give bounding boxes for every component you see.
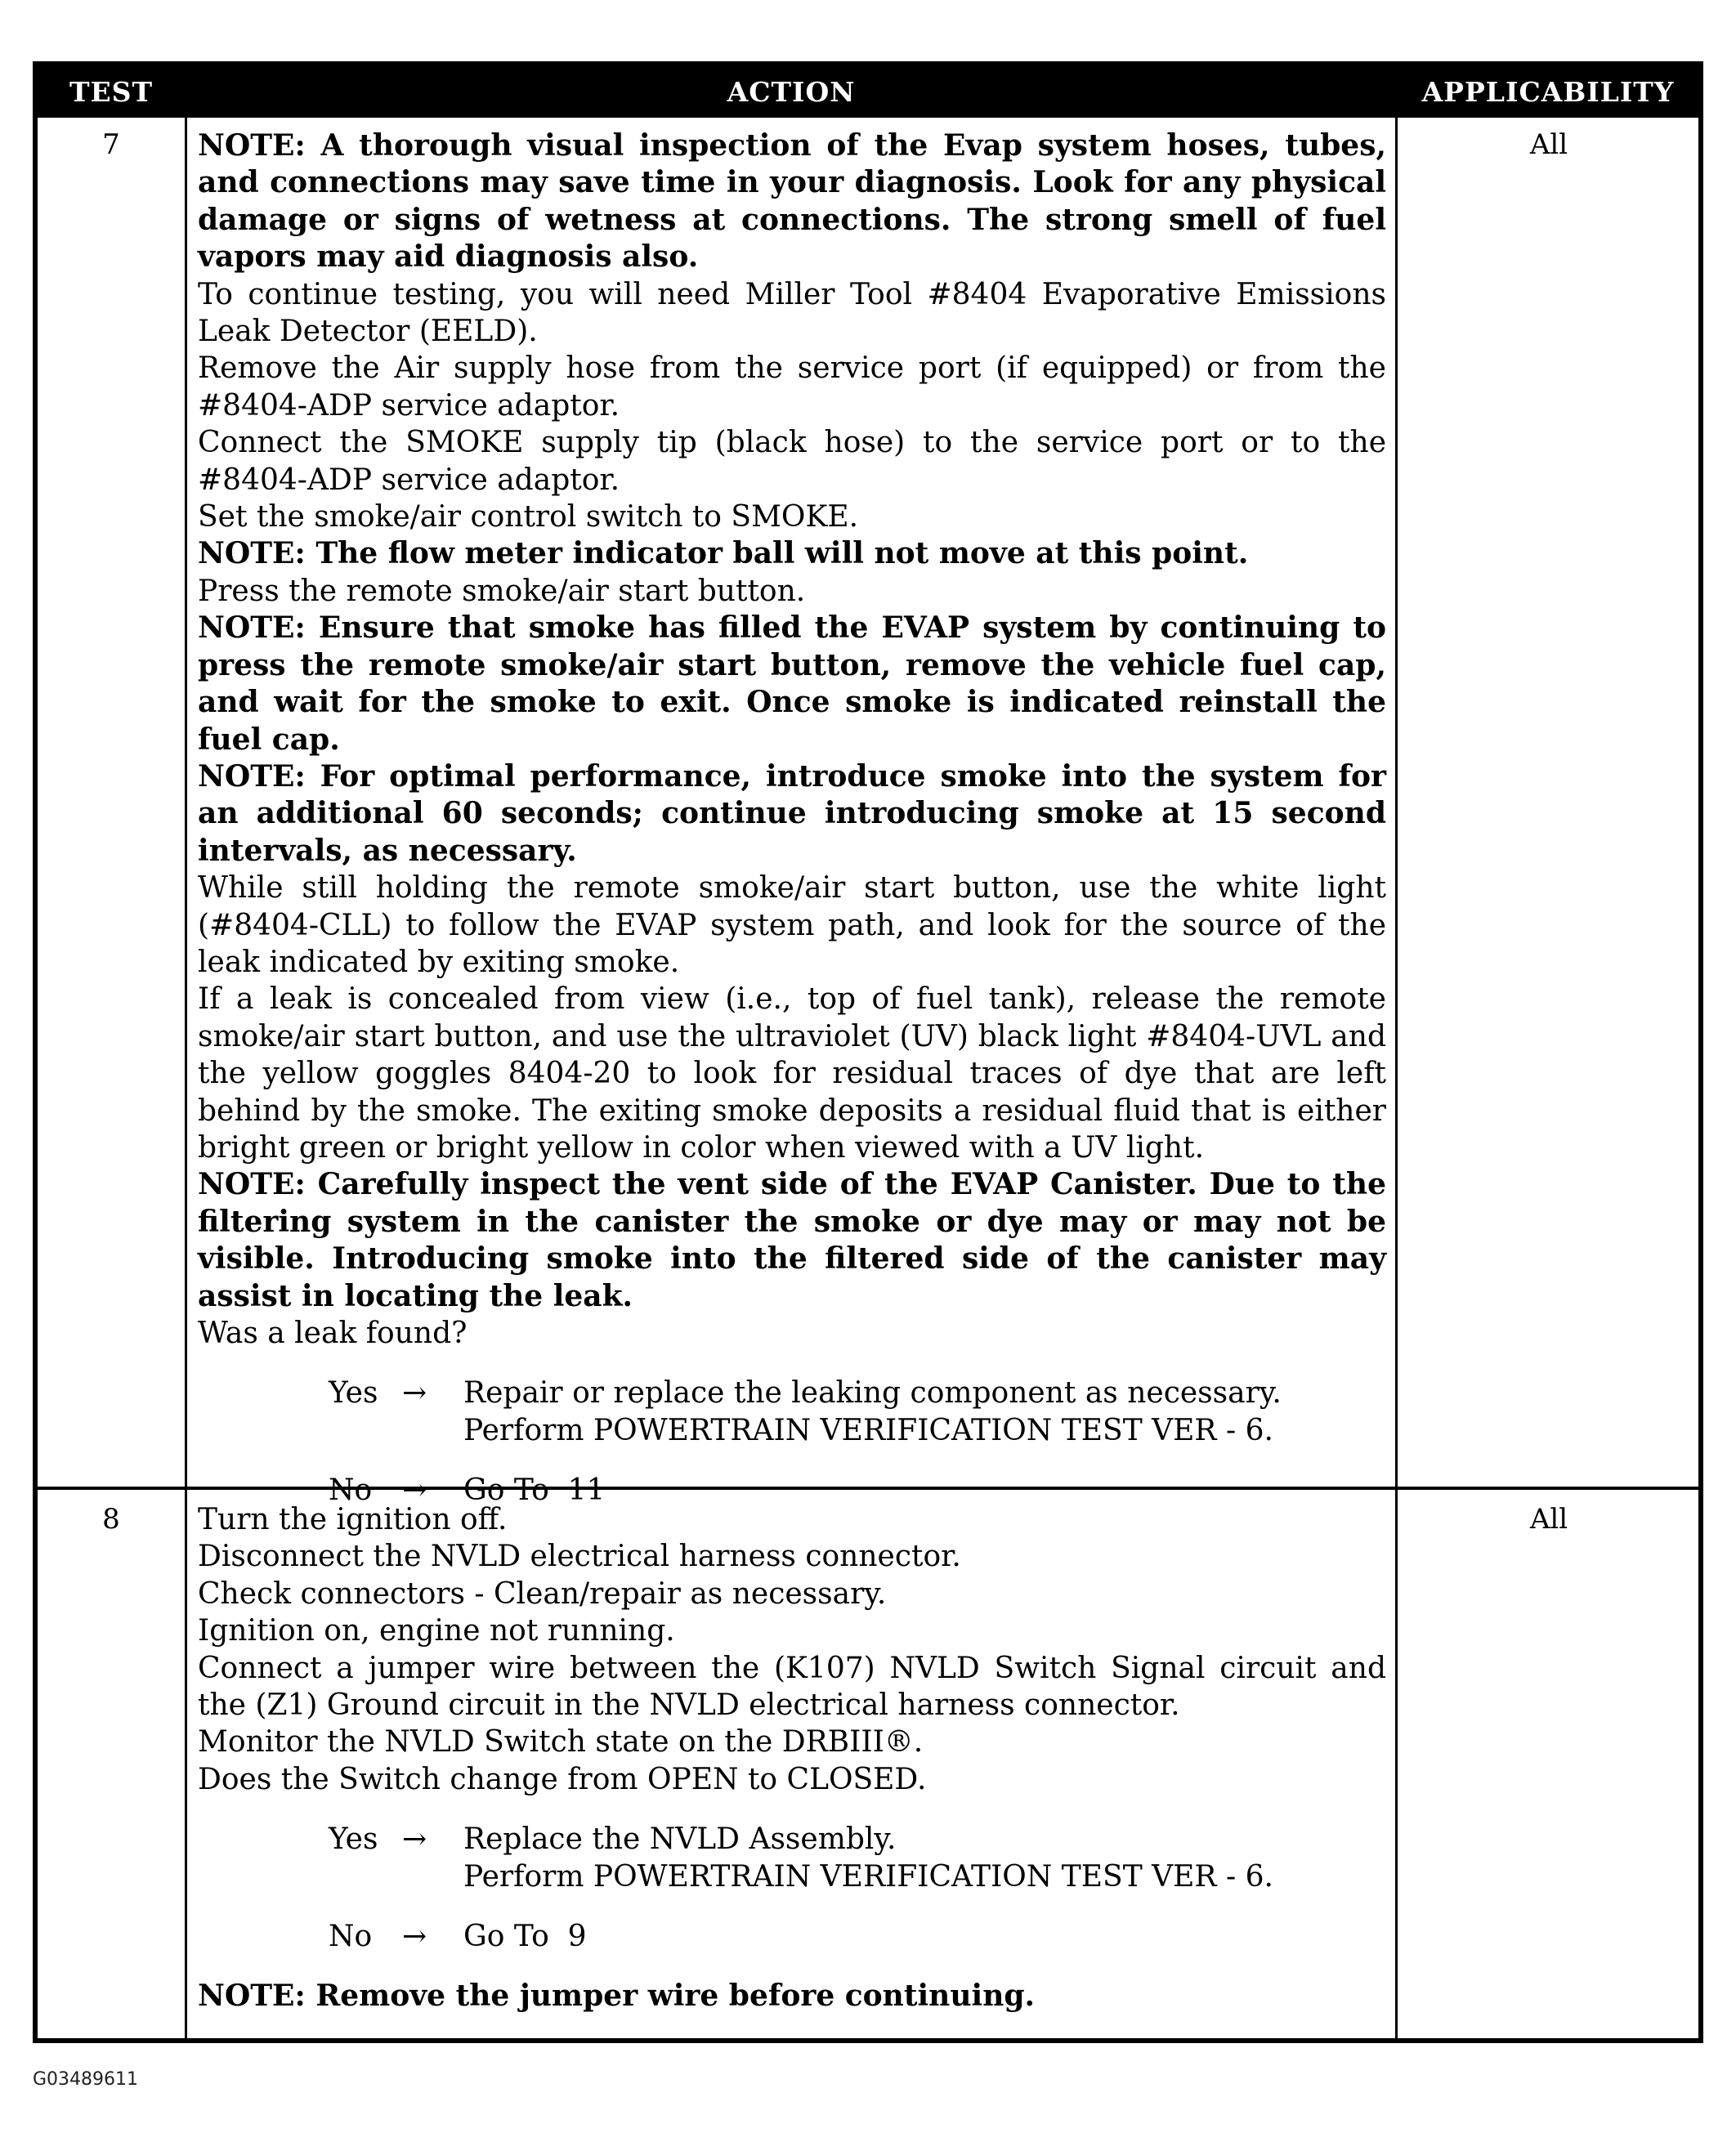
- column-divider-test: [185, 118, 187, 2038]
- step-uv-light: If a leak is concealed from view (i.e., top of fuel tank), release the remote smoke/air start button, and use the ultraviolet (UV) black light #8404-UVL and the yellow goggles 8404-20 to look for residual traces of dye that are left behind by the smoke. The exiting smoke deposits a residual fluid that is either bright green or bright yellow in color when viewed with a UV light.: [198, 982, 1386, 1165]
- yes-result-line-1: Replace the NVLD Assembly.: [463, 1822, 897, 1857]
- note-optimal-performance: NOTE: For optimal performance, introduce smoke into the system for an additional 60 seconds; continue introducing smoke at 15 second intervals, as necessary.: [198, 758, 1386, 868]
- step-connect-smoke-tip: Connect the SMOKE supply tip (black hose) to the service port or to the #8404-ADP service adaptor.: [198, 426, 1386, 497]
- question-switch-change: Does the Switch change from OPEN to CLOSED.: [198, 1762, 927, 1796]
- yes-result-line-2: Perform POWERTRAIN VERIFICATION TEST VER - 6.: [463, 1413, 1273, 1447]
- no-result: Go To 9: [463, 1920, 587, 1954]
- step-white-light: While still holding the remote smoke/air start button, use the white light (#8404-CLL) to follow the EVAP system path, and look for the source of the leak indicated by exiting smoke.: [198, 871, 1386, 979]
- header-action: ACTION: [185, 66, 1398, 118]
- action-cell-test-8: [198, 1501, 1386, 2015]
- step-check-connectors: Check connectors - Clean/repair as necessary.: [198, 1576, 887, 1611]
- note-remove-jumper: NOTE: Remove the jumper wire before continuing.: [198, 1979, 1036, 2014]
- test-number-7: 7: [102, 128, 120, 161]
- no-label: No: [329, 1920, 373, 1954]
- column-divider-applicability: [1395, 118, 1398, 2038]
- branch-yes-test-7: [329, 1375, 1386, 1449]
- no-result: Go To 11: [463, 1473, 606, 1508]
- arrow-icon: →: [402, 1920, 427, 1954]
- diagnostic-test-table: [33, 61, 1703, 2043]
- applicability-row-8: All: [1529, 1503, 1568, 1536]
- step-ignition-off: Turn the ignition off.: [198, 1503, 508, 1536]
- step-press-start: Press the remote smoke/air start button.: [198, 574, 806, 608]
- arrow-icon: →: [402, 1376, 427, 1411]
- arrow-icon: →: [402, 1473, 427, 1508]
- note-canister: NOTE: Carefully inspect the vent side of the EVAP Canister. Due to the filtering system in the canister the smoke or dye may or may not be visible. Introducing smoke into the filtered side of the canister may assist in locating the leak.: [198, 1167, 1386, 1313]
- step-ignition-on: Ignition on, engine not running.: [198, 1614, 675, 1648]
- branch-yes-test-8: [329, 1821, 1386, 1895]
- yes-result: [463, 1375, 1386, 1449]
- question-leak-found: Was a leak found?: [198, 1317, 468, 1350]
- figure-id: G03489611: [33, 2069, 139, 2090]
- action-cell-test-7: [198, 127, 1386, 1509]
- yes-label: Yes: [329, 1376, 378, 1411]
- note-flow-meter: NOTE: The flow meter indicator ball will not move at this point.: [198, 536, 1249, 571]
- yes-result: [463, 1821, 1386, 1895]
- note-visual-inspection: NOTE: A thorough visual inspection of the Evap system hoses, tubes, and connections may save time in your diagnosis. Look for any physical damage or signs of wetness at connections. The strong smell of fuel vapors may aid diagnosis also.: [198, 128, 1386, 275]
- arrow-icon: →: [402, 1822, 427, 1857]
- step-monitor-switch: Monitor the NVLD Switch state on the DRBIII®.: [198, 1725, 924, 1760]
- step-disconnect-connector: Disconnect the NVLD electrical harness connector.: [198, 1540, 961, 1574]
- yes-result-line-2: Perform POWERTRAIN VERIFICATION TEST VER - 6.: [463, 1859, 1273, 1894]
- header-applicability: APPLICABILITY: [1398, 66, 1698, 118]
- step-connect-jumper: Connect a jumper wire between the (K107) NVLD Switch Signal circuit and the (Z1) Ground circuit in the NVLD electrical harness connector.: [198, 1651, 1386, 1723]
- note-ensure-smoke: NOTE: Ensure that smoke has filled the EVAP system by continuing to press the remote smoke/air start button, remove the vehicle fuel cap, and wait for the smoke to exit. Once smoke is indicated reinstall the fuel cap.: [198, 610, 1386, 757]
- yes-label: Yes: [329, 1822, 378, 1857]
- yes-result-line-1: Repair or replace the leaking component as necessary.: [463, 1376, 1282, 1411]
- step-tool-required: To continue testing, you will need Miller Tool #8404 Evaporative Emissions Leak Detector (EELD).: [198, 277, 1386, 349]
- applicability-row-7: All: [1529, 128, 1568, 161]
- no-label: No: [329, 1473, 373, 1508]
- header-test: TEST: [38, 66, 185, 118]
- branch-no-test-8: [329, 1918, 1386, 1955]
- test-number-8: 8: [102, 1503, 120, 1536]
- step-set-switch: Set the smoke/air control switch to SMOKE.: [198, 500, 859, 534]
- step-remove-air-hose: Remove the Air supply hose from the service port (if equipped) or from the #8404-ADP service adaptor.: [198, 351, 1386, 423]
